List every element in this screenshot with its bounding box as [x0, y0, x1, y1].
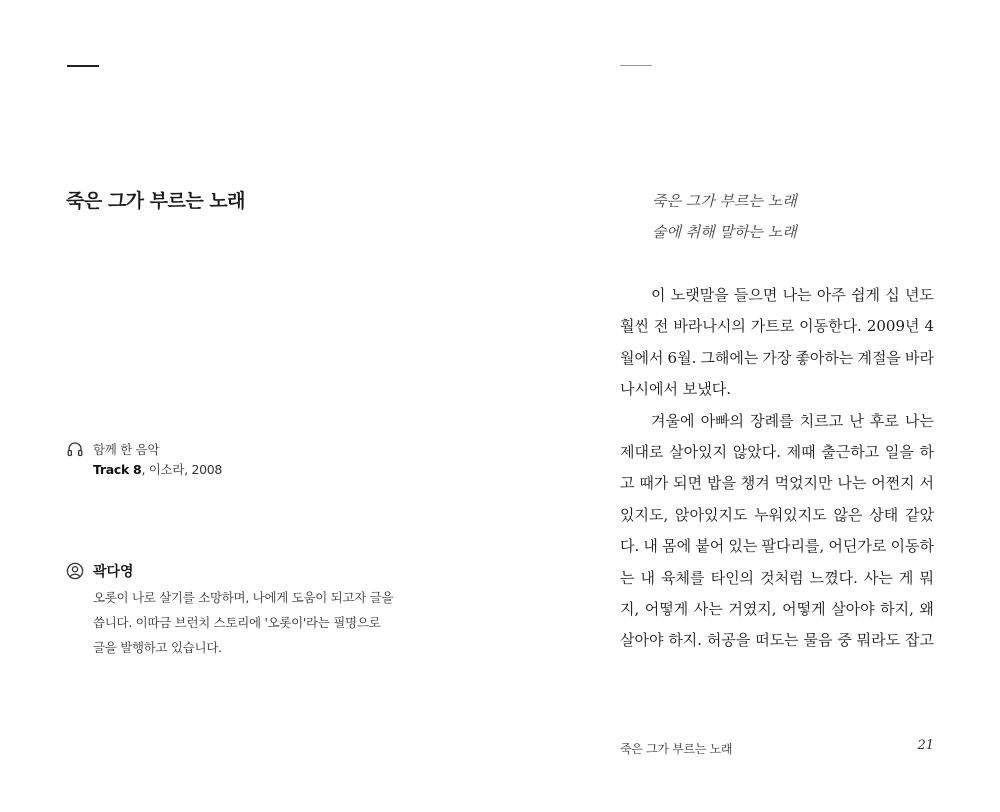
author-bio-line: 오롯이 나로 살기를 소망하며, 나에게 도움이 되고자 글을	[93, 590, 394, 605]
body-line: 제대로 살아있지 않았다. 제때 출근하고 일을 하	[620, 443, 934, 462]
body-line: 이 노랫말을 들으면 나는 아주 쉽게 십 년도	[651, 286, 934, 304]
body-line: 지, 어떻게 사는 거였지, 어떻게 살아야 하지, 왜	[620, 600, 934, 619]
track-number: Track 8	[93, 462, 142, 477]
page-number: 21	[917, 738, 934, 753]
body-line: 훨씬 전 바라나시의 가트로 이동한다. 2009년 4	[620, 317, 934, 336]
body-line: 있지도, 앉아있지도 누워있지도 않은 상태 같았	[620, 505, 934, 524]
author-bio-line: 글을 발행하고 있습니다.	[93, 640, 222, 655]
body-line: 나시에서 보냈다.	[620, 380, 731, 399]
epigraph-line: 죽은 그가 부르는 노래	[652, 192, 797, 210]
person-icon	[66, 562, 84, 580]
right-page-rule	[620, 65, 652, 66]
left-page-rule	[67, 65, 99, 67]
epigraph-line: 술에 취해 말하는 노래	[652, 223, 797, 241]
author-bio	[93, 585, 423, 660]
author-name: 곽다영	[93, 564, 134, 580]
chapter-title: 죽은 그가 부르는 노래	[66, 190, 246, 212]
body-line: 겨울에 아빠의 장례를 치르고 난 후로 나는	[651, 411, 934, 430]
music-label: 함께 한 음악	[93, 442, 160, 457]
body-line: 는 내 육체를 타인의 것처럼 느꼈다. 사는 게 뭐	[620, 568, 934, 587]
music-credit-line	[93, 460, 222, 478]
body-line: 월에서 6월. 그해에는 가장 좋아하는 계절을 바라	[620, 348, 934, 367]
body-line: 고 때가 되면 밥을 챙겨 먹었지만 나는 어쩐지 서	[620, 474, 934, 493]
music-credit: , 이소라, 2008	[141, 462, 223, 477]
body-line: 살아야 하지. 허공을 떠도는 물음 중 뭐라도 잡고	[620, 631, 934, 650]
headphones-icon	[66, 440, 84, 458]
body-text	[620, 280, 934, 657]
epigraph	[652, 186, 797, 248]
body-line: 다. 내 몸에 붙어 있는 팔다리를, 어딘가로 이동하	[620, 537, 934, 556]
running-footer-title: 죽은 그가 부르는 노래	[620, 742, 733, 756]
author-bio-line: 씁니다. 이따금 브런치 스토리에 '오롯이'라는 필명으로	[93, 615, 381, 630]
